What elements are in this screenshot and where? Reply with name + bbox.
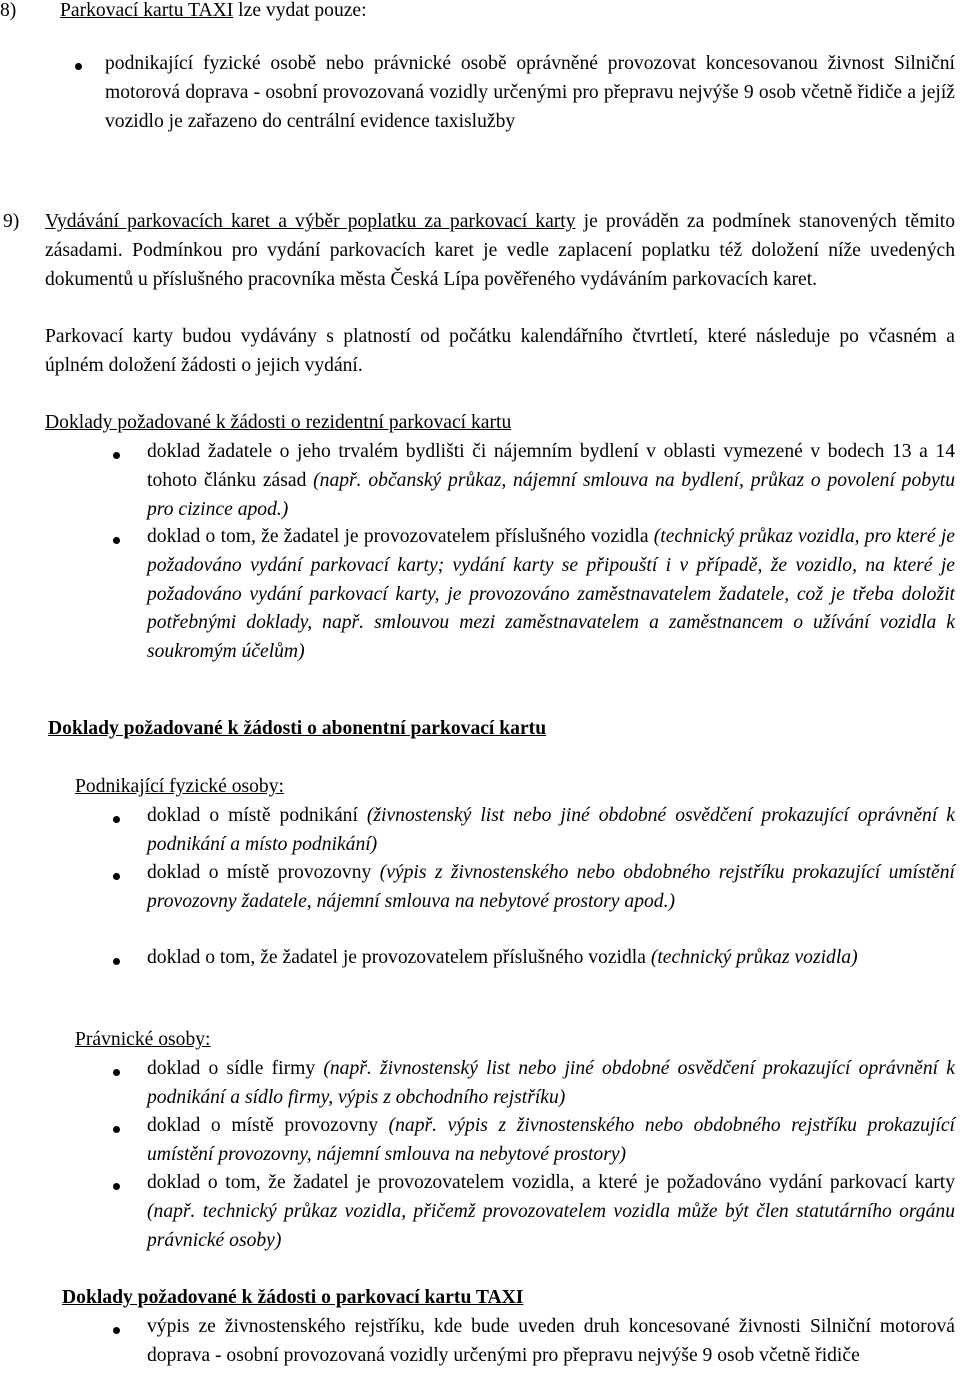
bullet-icon [113,452,120,459]
persons-bullet-2: doklad o místě provozovny (výpis z živnostenského nebo obdobného rejstříku prokazující umístění provozovny žadatele, nájemní smlouva na nebytové prostory apod.) [147,862,955,912]
legal-bullet-3: doklad o tom, že žadatel je provozovatelem vozidla, a které je požadováno vydání parkovací karty (např. technický průkaz vozidla, přičemž provozovatelem vozidla může být člen statutárního orgánu právnické osoby) [147,1172,955,1251]
item-9-number: 9) [3,211,20,232]
item-8-heading [60,0,367,26]
bullet-icon [75,63,82,70]
taxi-bullet: výpis ze živnostenského rejstříku, kde bude uveden druh koncesované živnosti Silniční motorová doprava - osobní provozovaná vozidly určenými pro přepravu nejvýše 9 osob včetně řidiče [147,1316,955,1366]
bullet-icon [113,816,120,823]
item-8-title: Parkovací kartu TAXI [60,0,234,21]
item-8-title-tail: lze vydat pouze: [233,0,367,21]
resident-bullet-2: doklad o tom, že žadatel je provozovatelem příslušného vozidla (technický průkaz vozidla, pro které je požadováno vydání parkovací karty; vydání karty se připouští i v případě, že vozidlo, na které je požadováno vydání parkovací karty, je provozováno zaměstnavatelem žadatele, což je třeba doložit potřebnými doklady, např. smlouvou mezi zaměstnavatelem a zaměstnancem o užívání vozidla k soukromým účelům) [147,526,955,663]
persons-bullet-1: doklad o místě podnikání (živnostenský list nebo jiné obdobné osvědčení prokazující oprávnění k podnikání a místo podnikání) [147,805,955,855]
bullet-icon [113,1327,120,1334]
bullet-icon [113,873,120,880]
item-8-number: 8) [0,0,17,21]
bullet-icon [113,1126,120,1133]
persons-heading: Podnikající fyzické osoby: [75,776,284,797]
resident-bullet-1: doklad žadatele o jeho trvalém bydlišti či nájemním bydlení v oblasti vymezené v bodech 13 a 14 tohoto článku zásad (např. občanský průkaz, nájemní smlouva na bydlení, průkaz o povolení pobytu pro cizince apod.) [147,441,955,520]
bullet-icon [113,1183,120,1190]
item-9-paragraph-2: Parkovací karty budou vydávány s platností od počátku kalendářního čtvrtletí, které následuje po včasném a úplném doložení žádosti o jejich vydání. [45,326,955,376]
resident-heading: Doklady požadované k žádosti o rezidentní parkovací kartu [45,412,512,433]
taxi-heading: Doklady požadované k žádosti o parkovací kartu TAXI [62,1287,524,1308]
item-9-title: Vydávání parkovacích karet a výběr poplatku za parkovací karty [45,211,576,232]
item-8-bullet: podnikající fyzické osobě nebo právnické osobě oprávněné provozovat koncesovanou živnost Silniční motorová doprava - osobní provozovaná vozidly určenými pro přepravu nejvýše 9 osob včetně řidiče a jejíž vozidlo je zařazeno do centrální evidence taxislužby [105,53,955,132]
item-9-paragraph-1: Vydávání parkovacích karet a výběr poplatku za parkovací karty je prováděn za podmínek stanovených těmito zásadami. Podmínkou pro vydání parkovacích karet je vedle zaplacení poplatku též doložení níže uvedených dokumentů u příslušného pracovníka města Česká Lípa pověřeného vydáváním parkovacích karet. [45,211,955,290]
legal-heading: Právnické osoby: [75,1029,211,1050]
legal-bullet-2: doklad o místě provozovny (např. výpis z živnostenského nebo obdobného rejstříku prokazující umístění provozovny, nájemní smlouva na nebytové prostory) [147,1115,955,1165]
subscriber-heading: Doklady požadované k žádosti o abonentní parkovací kartu [48,718,547,739]
persons-bullet-3: doklad o tom, že žadatel je provozovatelem příslušného vozidla (technický průkaz vozidla) [147,947,858,968]
bullet-icon [113,1069,120,1076]
bullet-icon [113,958,120,965]
legal-bullet-1: doklad o sídle firmy (např. živnostenský list nebo jiné obdobné osvědčení prokazující oprávnění k podnikání a sídlo firmy, výpis z obchodního rejstříku) [147,1058,955,1108]
bullet-icon [113,537,120,544]
